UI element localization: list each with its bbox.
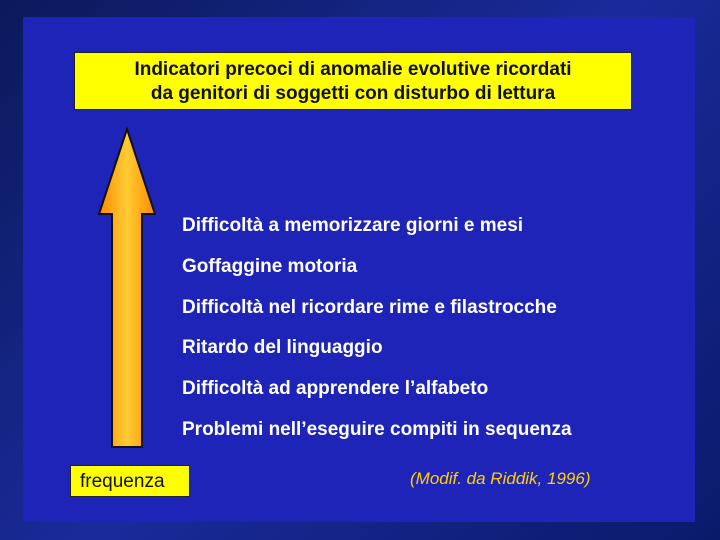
title-box bbox=[74, 52, 632, 110]
list-item: Ritardo del linguaggio bbox=[182, 337, 383, 359]
citation: (Modif. da Riddik, 1996) bbox=[410, 469, 591, 488]
title-line-1: Indicatori precoci di anomalie evolutive ricordati bbox=[134, 59, 572, 80]
list-item: Goffaggine motoria bbox=[182, 255, 358, 277]
frequency-arrow-icon bbox=[98, 126, 158, 450]
indicator-list bbox=[182, 211, 572, 456]
list-item: Difficoltà ad apprendere l’alfabeto bbox=[182, 378, 489, 400]
frequency-label: frequenza bbox=[70, 465, 190, 497]
list-item: Difficoltà nel ricordare rime e filastrocche bbox=[182, 296, 557, 318]
list-item: Problemi nell’eseguire compiti in sequenza bbox=[182, 418, 572, 440]
title-line-2: da genitori di soggetti con disturbo di lettura bbox=[150, 83, 556, 104]
list-item: Difficoltà a memorizzare giorni e mesi bbox=[182, 215, 524, 236]
